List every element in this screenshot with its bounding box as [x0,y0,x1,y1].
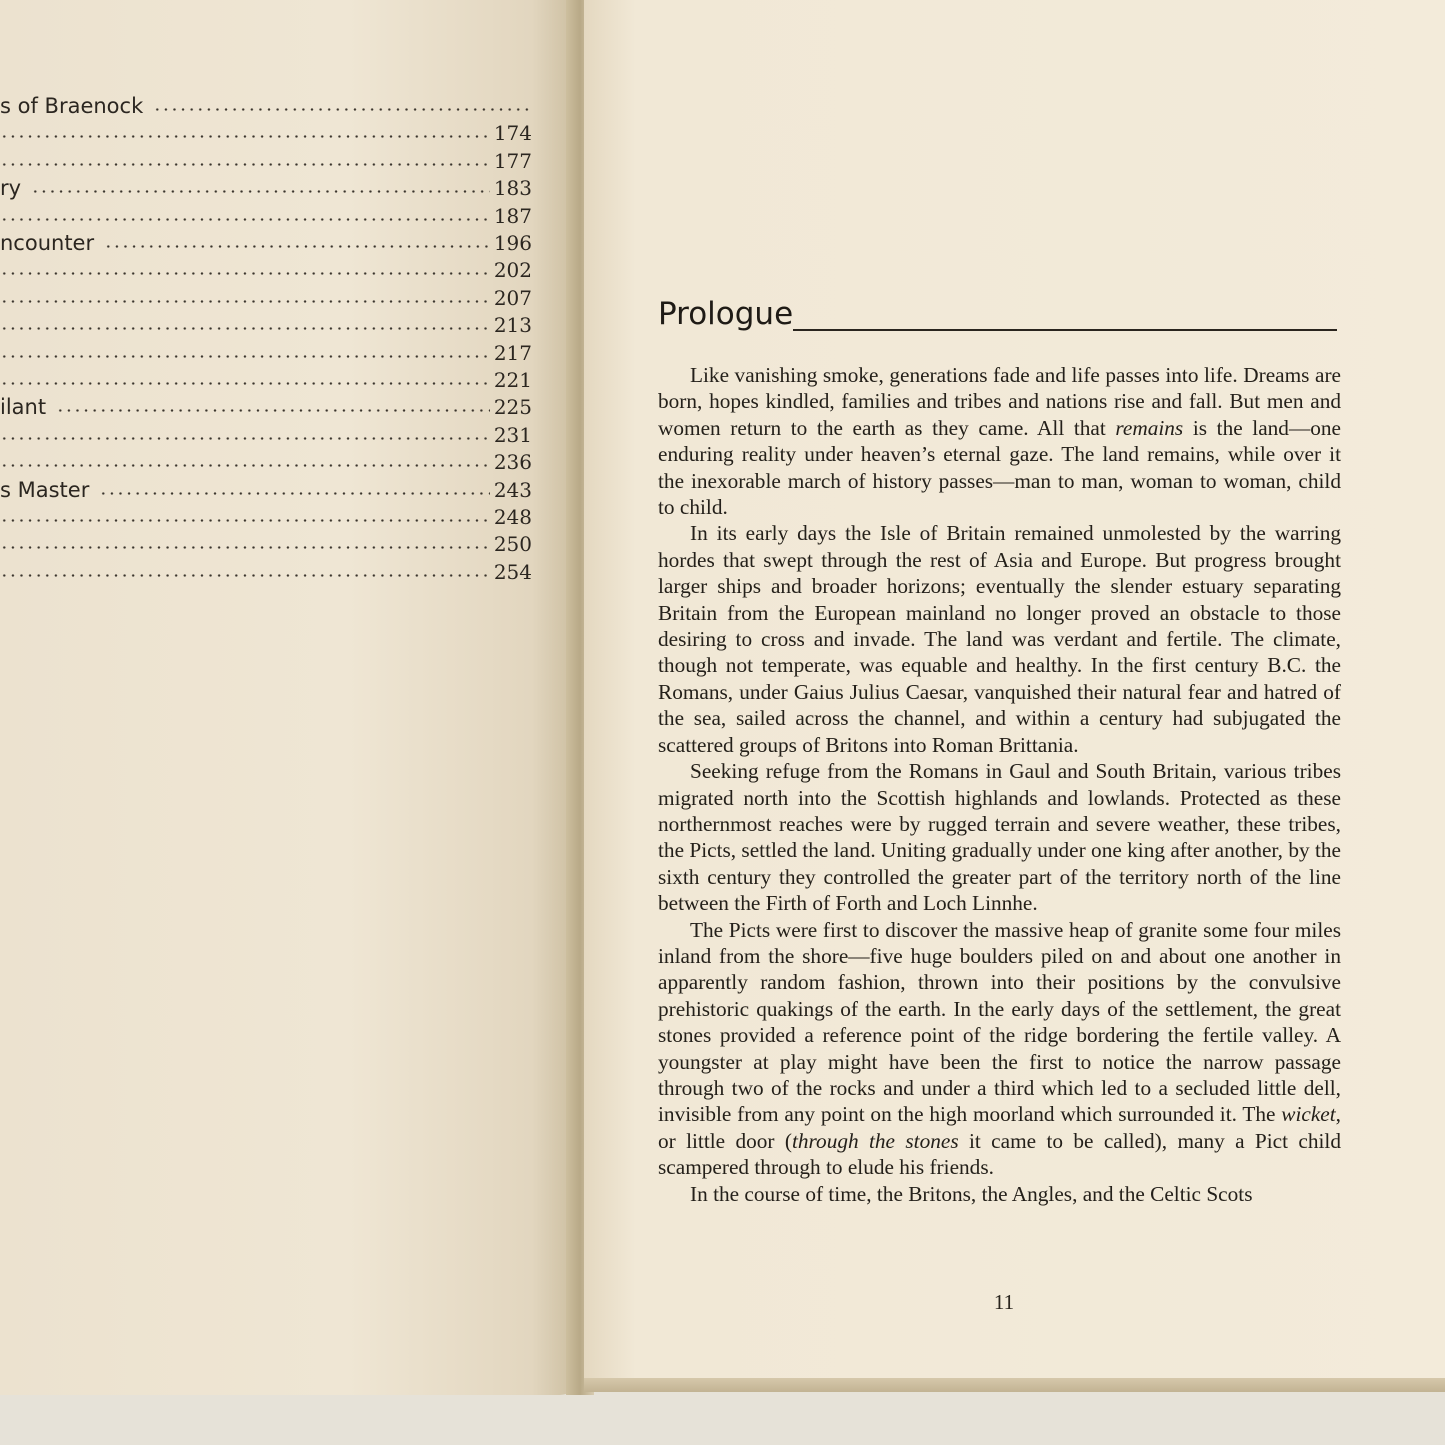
toc-leader-dots [0,382,490,385]
toc-leader-dots [0,218,490,221]
page-edge [584,1378,1445,1392]
toc-entry-page: 177 [493,148,532,173]
toc-entry [0,204,532,230]
toc-entry-page: 187 [493,203,532,228]
toc-entry [0,478,532,504]
toc-leader-dots [0,163,490,166]
toc-entry [0,149,532,175]
toc-leader-dots [0,574,490,577]
toc-entry-page: 207 [493,285,532,310]
toc-leader-dots [0,327,490,330]
toc-entry [0,395,532,421]
toc-entry [0,505,532,531]
toc-entry-page: 174 [493,121,532,146]
toc-entry [0,176,532,202]
toc-leader-dots [153,108,532,111]
toc-entry [0,560,532,586]
paragraph: The Picts were first to discover the massive heap of granite some four miles inland from the shore—five huge boulders piled on and about one another in apparently random fashion, thrown into their positions by the convulsive prehistoric quakings of the earth. In the early days of the settlement, the great stones provided a reference point of the ridge bordering the fertile valley. A youngster at play might have been the first to notice the narrow passage through two of the rocks and under a third which led to a secluded little dell, invisible from any point on the high moorland which surrounded it. The wicket, or little door (through the stones it came to be called), many a Pict child scampered through to elude his friends. [658,917,1341,1180]
toc-entry-title: ncounter [0,231,95,255]
paragraph: In its early days the Isle of Britain remained unmolested by the warring hordes that swept through the rest of Asia and Europe. But progress brought larger ships and broader horizons; eventually the slender estuary separating Britain from the European mainland no longer proved an obstacle to those desiring to cross and invade. The land was verdant and fertile. The climate, though not temperate, was equable and healthy. In the first century B.C. the Romans, under Gaius Julius Caesar, vanquished their natural fear and hatred of the sea, sailed across the channel, and within a century had subjugated the scattered groups of Britons into Roman Brittania. [658,521,1341,757]
toc-entry-page: 183 [493,176,532,201]
toc-entry-title: ilant [0,395,47,420]
toc-entry [0,450,532,476]
chapter-title-rule [793,329,1337,331]
toc-entry-page: 254 [493,559,532,584]
toc-entry [0,94,532,120]
toc-entry [0,313,532,339]
toc-entry-page: 213 [493,313,532,338]
toc-entry-page: 250 [493,532,532,557]
paragraph: Seeking refuge from the Romans in Gaul and South Britain, various tribes migrated north into the Scottish highlands and lowlands. Protected as these northernmost reaches were by rugged terrain and severe weather, these tribes, the Picts, settled the land. Uniting gradually under one king after another, by the sixth century they controlled the greater part of the territory north of the line between the Firth of Forth and Loch Linnhe. [658,759,1341,916]
toc-entry [0,532,532,558]
toc-leader-dots [104,245,490,248]
toc-entry-title: s Master [0,477,90,502]
paragraph: In the course of time, the Britons, the Angles, and the Celtic Scots [690,1181,1253,1206]
toc-entry [0,121,532,147]
toc-leader-dots [0,135,490,138]
toc-entry [0,258,532,284]
toc-leader-dots [0,300,490,303]
toc-entry-page: 243 [493,477,532,502]
toc-entry-title: s of Braenock [0,94,144,118]
toc-entry-title: ry [0,176,22,201]
toc-leader-dots [0,546,490,549]
body-text [658,362,1341,1207]
toc-entry-page: 196 [493,231,532,255]
toc-entry [0,231,532,257]
toc-leader-dots [0,272,490,275]
toc-entry-page: 248 [493,505,532,529]
toc-leader-dots [0,464,490,467]
toc-entry-page: 225 [493,395,532,420]
toc-leader-dots [99,492,490,495]
toc-leader-dots [0,355,490,358]
toc-leader-dots [0,519,490,522]
toc-entry-page: 231 [493,422,532,447]
toc-entry [0,423,532,449]
paragraph: Like vanishing smoke, generations fade and life passes into life. Dreams are born, hopes kindled, families and tribes and nations rise and fall. But men and women return to the earth as they came. All that remains is the land—one enduring reality under heaven’s eternal gaze. The land remains, while over it the inexorable march of history passes—man to man, woman to woman, child to child. [658,363,1341,520]
toc-leader-dots [31,190,490,193]
toc-entry [0,341,532,367]
toc-entry-page: 221 [493,368,532,392]
chapter-title: Prologue [658,296,794,332]
toc-leader-dots [56,409,490,412]
toc-entry [0,368,532,394]
toc-entry [0,286,532,312]
toc-entry-page: 202 [493,258,532,283]
page-number: 11 [993,1290,1015,1314]
toc-leader-dots [0,437,490,440]
chapter-heading [658,296,1338,336]
toc-entry-page: 217 [493,340,532,365]
toc-entry-page: 236 [493,450,532,475]
